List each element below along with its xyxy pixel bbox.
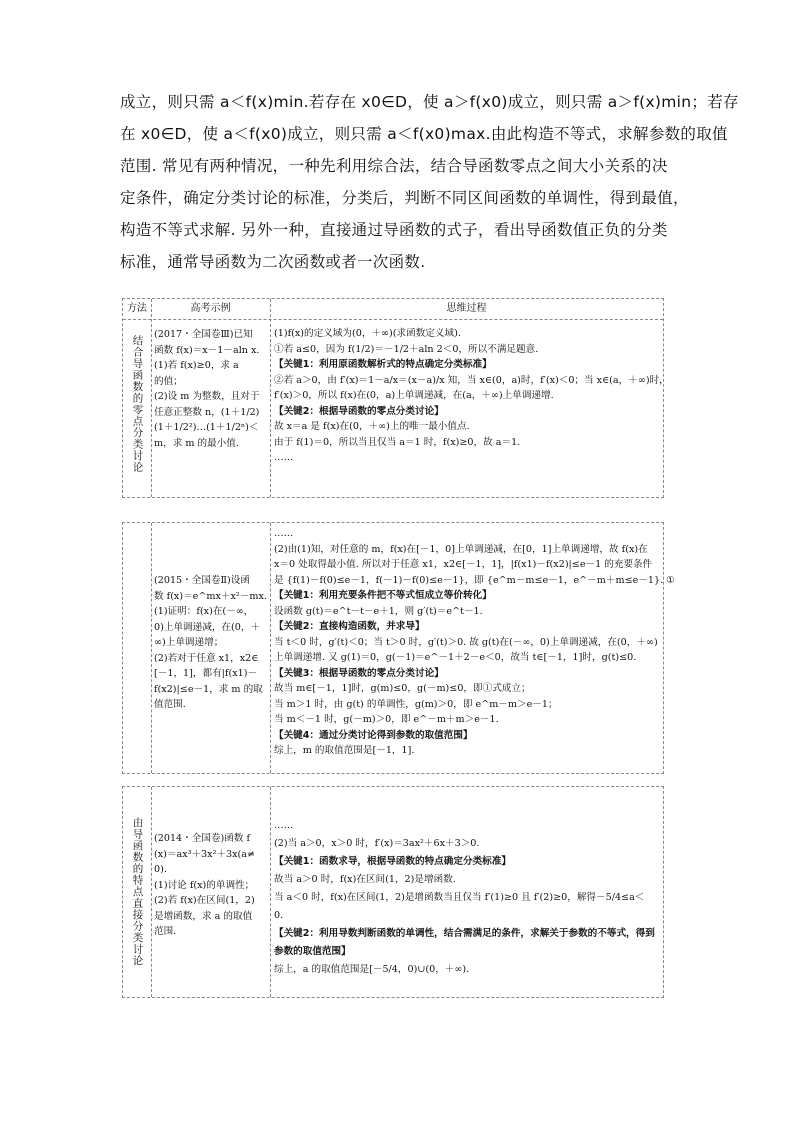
method-label: 由导函数的特点直接分类讨论 bbox=[131, 817, 144, 967]
header-thinking: 思维过程 bbox=[446, 303, 487, 314]
example-line: (1)若 f(x)≥0，求 a bbox=[154, 360, 239, 371]
method-table-1 bbox=[122, 298, 669, 498]
example-line: [－1，1]，都有|f(x1)－ bbox=[154, 668, 258, 679]
thinking-line: 当 a＜0 时，f(x)在区间(1，2)是增函数当且仅当 f′(1)≥0 且 f′(2)≥0，解得－5/4≤a＜ bbox=[274, 892, 645, 903]
example-line: (2)若 f(x)在区间(1，2) bbox=[154, 895, 255, 906]
example-line: ∞)上单调递增； bbox=[154, 637, 224, 648]
example-line: (2015・全国卷Ⅱ)设函 bbox=[154, 575, 250, 586]
intro-line: 成立，则只需 a＜f(x)min.若存在 x0∈D，使 a＞f(x0)成立，则只需 a＞f(x)min；若存 bbox=[120, 93, 739, 111]
method-table-3 bbox=[122, 786, 664, 998]
intro-line: 范围. 常见有两种情况，一种先利用综合法，结合导函数零点之间大小关系的决 bbox=[120, 157, 668, 175]
thinking-line: 综上，m 的取值范围是[－1，1]. bbox=[274, 745, 415, 756]
key-point: 【关键3：根据导函数的零点分类讨论】 bbox=[274, 667, 444, 679]
key-point: 【关键4：通过分类讨论得到参数的取值范围】 bbox=[274, 729, 473, 741]
thinking-line: (2)当 a＞0，x＞0 时，f′(x)＝3ax²＋6x＋3＞0. bbox=[274, 838, 480, 849]
example-line: f(x2)|≤e－1，求 m 的取 bbox=[154, 683, 263, 695]
thinking-line: 故当 a＞0 时，f(x)在区间(1，2)是增函数. bbox=[274, 874, 456, 885]
example-line: (2017・全国卷Ⅲ)已知 bbox=[154, 329, 253, 340]
thinking-cell bbox=[274, 817, 660, 979]
example-line: 函数 f(x)＝x－1－aln x. bbox=[154, 344, 260, 356]
example-line: m，求 m 的最小值. bbox=[154, 437, 239, 449]
key-point: 【关键1：函数求导，根据导函数的特点确定分类标准】 bbox=[274, 856, 511, 867]
example-line: 的值； bbox=[154, 375, 183, 387]
thinking-line: 设函数 g(t)＝e^t－t－e＋1，则 g′(t)＝e^t－1. bbox=[274, 605, 483, 617]
example-line: 数 f(x)＝e^mx＋x²－mx. bbox=[154, 590, 267, 602]
example-line: 0)上单调递减，在(0，＋ bbox=[154, 621, 261, 633]
thinking-cell bbox=[274, 326, 669, 466]
intro-paragraph bbox=[120, 86, 739, 278]
key-point: 【关键1：利用充要条件把不等式恒成立等价转化】 bbox=[274, 590, 492, 601]
thinking-line: 0. bbox=[274, 910, 284, 921]
example-line: (2014・全国卷)函数 f bbox=[154, 833, 251, 844]
header-method: 方法 bbox=[127, 303, 147, 314]
example-line: 范围. bbox=[154, 926, 177, 937]
intro-line: 标准，通常导函数为二次函数或者一次函数. bbox=[120, 253, 426, 271]
thinking-line: …… bbox=[274, 528, 294, 539]
example-cell bbox=[154, 573, 268, 713]
thinking-line: …… bbox=[274, 820, 294, 831]
method-table-2 bbox=[122, 522, 675, 774]
example-line: (2)设 m 为整数，且对于 bbox=[154, 391, 260, 402]
key-point: 【关键1：利用原函数解析式的特点确定分类标准】 bbox=[274, 359, 492, 370]
thinking-line: f′(x)＞0，所以 f(x)在(0，a)上单调递减，在(a，＋∞)上单调递增. bbox=[274, 390, 554, 401]
example-line: 值范围. bbox=[154, 699, 186, 710]
thinking-line: x＝0 处取得最小值. 所以对于任意 x1，x2∈[－1，1]，|f(x1)－f(x2)|≤e－1 的充要条件 bbox=[274, 559, 653, 570]
example-line: (1)讨论 f(x)的单调性； bbox=[154, 879, 255, 891]
header-example: 高考示例 bbox=[190, 303, 231, 314]
thinking-line: 当 m＞1 时，由 g(t) 的单调性，g(m)＞0，即 e^m－m＞e－1； bbox=[274, 698, 558, 710]
thinking-line: ①若 a≤0，因为 f(1/2)＝－1/2＋aln 2＜0，所以不满足题意. bbox=[274, 343, 539, 355]
thinking-line: 故当 m∈[－1，1]时，g(m)≤0，g(－m)≤0，即①式成立； bbox=[274, 683, 531, 694]
thinking-cell bbox=[274, 526, 675, 759]
example-cell bbox=[154, 327, 268, 451]
example-line: 是增函数，求 a 的取值 bbox=[154, 910, 253, 922]
key-point: 【关键2：直接构造函数，并求导】 bbox=[274, 621, 425, 632]
example-line: (2)若对于任意 x1，x2∈ bbox=[154, 652, 259, 664]
intro-line: 在 x0∈D，使 a＜f(x0)成立，则只需 a＜f(x0)max.由此构造不等式，求解参数的取值 bbox=[120, 125, 728, 143]
thinking-line: 由于 f(1)＝0，所以当且仅当 a＝1 时，f(x)≥0，故 a＝1. bbox=[274, 436, 521, 448]
thinking-line: 综上，a 的取值范围是[－5/4，0)∪(0，＋∞). bbox=[274, 964, 470, 975]
thinking-line: 上单调递增. 又 g(1)＝0，g(－1)＝e^－1＋2－e＜0，故当 t∈[－1，1]时，g(t)≤0. bbox=[274, 652, 637, 663]
example-line: (1)证明：f(x)在(－∞， bbox=[154, 606, 254, 617]
method-label: 结合导函数的零点分类讨论 bbox=[131, 335, 144, 473]
example-line: 任意正整数 n，(1＋1/2) bbox=[154, 406, 260, 418]
intro-line: 构造不等式求解. 另外一种，直接通过导函数的式子，看出导函数值正负的分类 bbox=[120, 221, 668, 239]
thinking-line: …… bbox=[274, 452, 294, 463]
thinking-line: (1)f(x)的定义域为(0，＋∞)(求函数定义域). bbox=[274, 328, 461, 339]
thinking-line: 是 {f(1)－f(0)≤e－1，f(－1)－f(0)≤e－1}，即 {e^m－m≤e－1，e^－m＋m≤e－1}. ① bbox=[274, 574, 675, 586]
thinking-line: 当 t＜0 时，g′(t)＜0；当 t＞0 时，g′(t)＞0. 故 g(t)在(－∞，0)上单调递减，在(0，＋∞) bbox=[274, 636, 658, 648]
intro-line: 定条件，确定分类讨论的标准，分类后，判断不同区间函数的单调性，得到最值， bbox=[120, 189, 689, 207]
example-line: (1＋1/2²)…(1＋1/2ⁿ)＜ bbox=[154, 422, 259, 433]
example-cell bbox=[154, 831, 268, 940]
thinking-line: ②若 a＞0，由 f′(x)＝1－a/x＝(x－a)/x 知，当 x∈(0，a)时，f′(x)＜0；当 x∈(a，＋∞)时， bbox=[274, 374, 669, 386]
thinking-line: 当 m＜－1 时，g(－m)＞0，即 e^－m＋m＞e－1. bbox=[274, 714, 499, 725]
key-point: 【关键2：利用导数判断函数的单调性，结合需满足的条件，求解关于参数的不等式，得到参数的取值范围】 bbox=[274, 928, 655, 957]
key-point: 【关键2：根据导函数的零点分类讨论】 bbox=[274, 405, 444, 417]
thinking-line: 故 x＝a 是 f(x)在(0，＋∞)上的唯一最小值点. bbox=[274, 421, 470, 432]
thinking-line: (2)由(1)知，对任意的 m，f(x)在[－1，0]上单调递减，在[0，1]上单调递增，故 f(x)在 bbox=[274, 543, 648, 555]
example-line: 0). bbox=[154, 864, 167, 875]
example-line: (x)＝ax³＋3x²＋3x(a≠ bbox=[154, 848, 256, 860]
